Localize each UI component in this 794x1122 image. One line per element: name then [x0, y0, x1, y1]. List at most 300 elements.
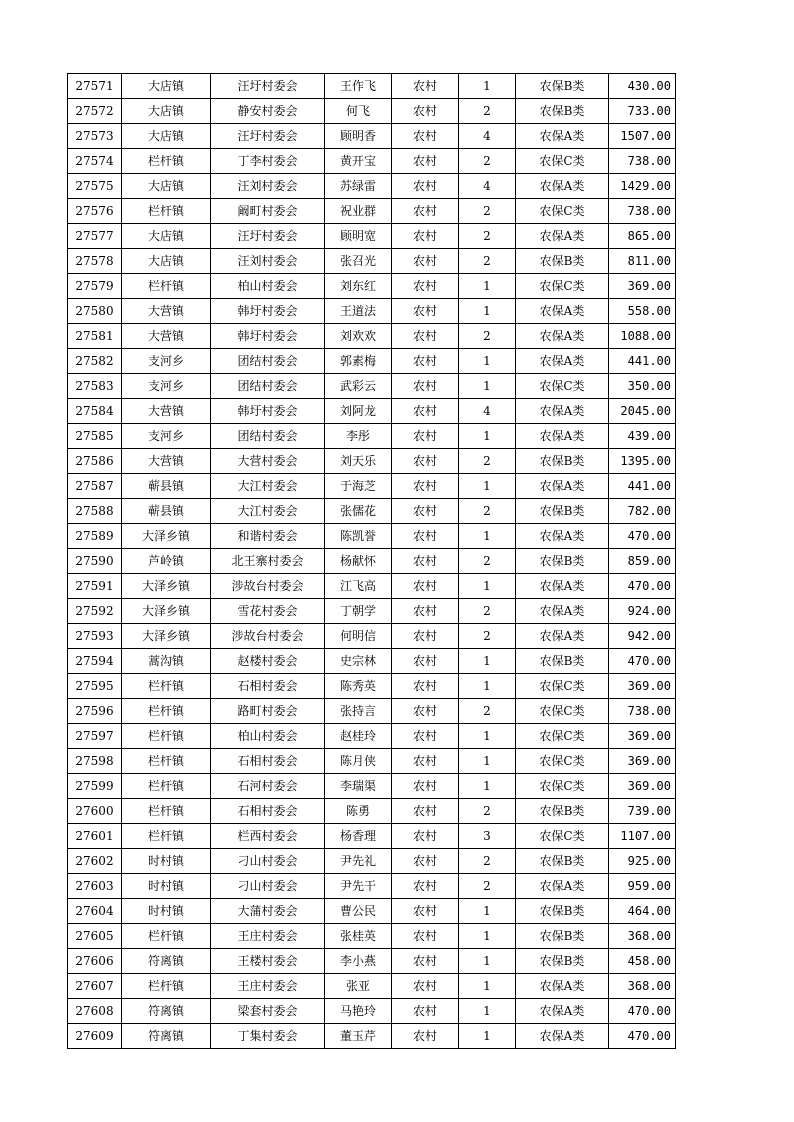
cell-amount: 369.00	[609, 724, 676, 749]
table-row	[68, 699, 676, 724]
cell-record-id: 27593	[68, 624, 122, 649]
table-row	[68, 499, 676, 524]
cell-insurance-category: 农保A类	[516, 599, 609, 624]
cell-amount: 369.00	[609, 774, 676, 799]
cell-household-count: 2	[459, 624, 516, 649]
cell-town: 时村镇	[122, 899, 211, 924]
cell-record-id: 27580	[68, 299, 122, 324]
cell-person-name: 顾明香	[325, 124, 392, 149]
cell-area-type: 农村	[392, 224, 459, 249]
cell-town: 栏杆镇	[122, 274, 211, 299]
cell-area-type: 农村	[392, 574, 459, 599]
cell-village-committee: 韩圩村委会	[211, 299, 325, 324]
table-row	[68, 724, 676, 749]
cell-person-name: 陈月侠	[325, 749, 392, 774]
cell-insurance-category: 农保A类	[516, 574, 609, 599]
cell-town: 芦岭镇	[122, 549, 211, 574]
cell-insurance-category: 农保B类	[516, 449, 609, 474]
cell-village-committee: 雪花村委会	[211, 599, 325, 624]
cell-village-committee: 汪刘村委会	[211, 174, 325, 199]
cell-record-id: 27605	[68, 924, 122, 949]
cell-insurance-category: 农保B类	[516, 549, 609, 574]
cell-person-name: 何明信	[325, 624, 392, 649]
allowance-table	[67, 73, 676, 1049]
table-row	[68, 424, 676, 449]
cell-village-committee: 涉故台村委会	[211, 574, 325, 599]
cell-insurance-category: 农保B类	[516, 849, 609, 874]
cell-record-id: 27588	[68, 499, 122, 524]
cell-village-committee: 团结村委会	[211, 374, 325, 399]
cell-town: 栏杆镇	[122, 199, 211, 224]
cell-household-count: 2	[459, 449, 516, 474]
cell-person-name: 刘东红	[325, 274, 392, 299]
cell-area-type: 农村	[392, 299, 459, 324]
cell-household-count: 1	[459, 474, 516, 499]
cell-village-committee: 汪刘村委会	[211, 249, 325, 274]
cell-amount: 470.00	[609, 574, 676, 599]
table-row	[68, 874, 676, 899]
cell-household-count: 1	[459, 749, 516, 774]
table-row	[68, 324, 676, 349]
cell-amount: 350.00	[609, 374, 676, 399]
cell-person-name: 曹公民	[325, 899, 392, 924]
cell-person-name: 张持言	[325, 699, 392, 724]
cell-area-type: 农村	[392, 349, 459, 374]
cell-household-count: 1	[459, 899, 516, 924]
cell-person-name: 李小燕	[325, 949, 392, 974]
cell-amount: 738.00	[609, 699, 676, 724]
cell-area-type: 农村	[392, 999, 459, 1024]
cell-record-id: 27595	[68, 674, 122, 699]
cell-town: 大营镇	[122, 324, 211, 349]
table-row	[68, 549, 676, 574]
cell-town: 大泽乡镇	[122, 574, 211, 599]
cell-record-id: 27574	[68, 149, 122, 174]
cell-person-name: 陈秀英	[325, 674, 392, 699]
cell-insurance-category: 农保B类	[516, 99, 609, 124]
cell-amount: 439.00	[609, 424, 676, 449]
cell-amount: 1107.00	[609, 824, 676, 849]
cell-household-count: 1	[459, 74, 516, 99]
table-row	[68, 449, 676, 474]
cell-record-id: 27579	[68, 274, 122, 299]
cell-amount: 1088.00	[609, 324, 676, 349]
cell-area-type: 农村	[392, 699, 459, 724]
cell-insurance-category: 农保A类	[516, 224, 609, 249]
cell-record-id: 27608	[68, 999, 122, 1024]
cell-amount: 458.00	[609, 949, 676, 974]
cell-person-name: 丁朝学	[325, 599, 392, 624]
cell-area-type: 农村	[392, 849, 459, 874]
table-row	[68, 599, 676, 624]
table-row	[68, 774, 676, 799]
table-row	[68, 249, 676, 274]
cell-area-type: 农村	[392, 474, 459, 499]
cell-insurance-category: 农保C类	[516, 774, 609, 799]
cell-record-id: 27598	[68, 749, 122, 774]
cell-insurance-category: 农保B类	[516, 799, 609, 824]
cell-person-name: 郭素梅	[325, 349, 392, 374]
cell-village-committee: 石相村委会	[211, 674, 325, 699]
cell-person-name: 杨香理	[325, 824, 392, 849]
cell-insurance-category: 农保A类	[516, 974, 609, 999]
cell-town: 栏杆镇	[122, 774, 211, 799]
cell-insurance-category: 农保A类	[516, 324, 609, 349]
cell-amount: 1395.00	[609, 449, 676, 474]
cell-amount: 369.00	[609, 674, 676, 699]
cell-amount: 470.00	[609, 1024, 676, 1049]
cell-insurance-category: 农保B类	[516, 949, 609, 974]
cell-amount: 959.00	[609, 874, 676, 899]
cell-insurance-category: 农保A类	[516, 874, 609, 899]
cell-insurance-category: 农保B类	[516, 499, 609, 524]
cell-area-type: 农村	[392, 774, 459, 799]
table-row	[68, 899, 676, 924]
cell-village-committee: 石相村委会	[211, 799, 325, 824]
cell-town: 大店镇	[122, 174, 211, 199]
cell-insurance-category: 农保A类	[516, 1024, 609, 1049]
cell-person-name: 刘天乐	[325, 449, 392, 474]
cell-record-id: 27585	[68, 424, 122, 449]
cell-town: 大泽乡镇	[122, 599, 211, 624]
cell-amount: 1429.00	[609, 174, 676, 199]
cell-amount: 430.00	[609, 74, 676, 99]
cell-person-name: 杨献怀	[325, 549, 392, 574]
cell-amount: 925.00	[609, 849, 676, 874]
table-row	[68, 974, 676, 999]
cell-household-count: 1	[459, 274, 516, 299]
table-row	[68, 199, 676, 224]
cell-insurance-category: 农保C类	[516, 674, 609, 699]
cell-village-committee: 韩圩村委会	[211, 399, 325, 424]
cell-record-id: 27599	[68, 774, 122, 799]
cell-insurance-category: 农保A类	[516, 424, 609, 449]
cell-record-id: 27597	[68, 724, 122, 749]
cell-amount: 811.00	[609, 249, 676, 274]
cell-town: 大泽乡镇	[122, 624, 211, 649]
cell-amount: 2045.00	[609, 399, 676, 424]
table-row	[68, 174, 676, 199]
cell-village-committee: 汪圩村委会	[211, 224, 325, 249]
table-row	[68, 349, 676, 374]
cell-insurance-category: 农保B类	[516, 924, 609, 949]
table-row	[68, 649, 676, 674]
cell-person-name: 刘阿龙	[325, 399, 392, 424]
table-row	[68, 824, 676, 849]
cell-household-count: 1	[459, 524, 516, 549]
cell-town: 蕲县镇	[122, 499, 211, 524]
table-row	[68, 574, 676, 599]
cell-area-type: 农村	[392, 899, 459, 924]
cell-record-id: 27594	[68, 649, 122, 674]
cell-household-count: 1	[459, 299, 516, 324]
cell-area-type: 农村	[392, 199, 459, 224]
cell-area-type: 农村	[392, 399, 459, 424]
cell-area-type: 农村	[392, 674, 459, 699]
cell-record-id: 27584	[68, 399, 122, 424]
cell-household-count: 1	[459, 924, 516, 949]
cell-person-name: 陈勇	[325, 799, 392, 824]
table-row	[68, 949, 676, 974]
cell-town: 大泽乡镇	[122, 524, 211, 549]
cell-area-type: 农村	[392, 499, 459, 524]
cell-town: 大营镇	[122, 399, 211, 424]
cell-village-committee: 大蒲村委会	[211, 899, 325, 924]
cell-insurance-category: 农保B类	[516, 649, 609, 674]
cell-record-id: 27602	[68, 849, 122, 874]
cell-amount: 441.00	[609, 474, 676, 499]
cell-village-committee: 和谐村委会	[211, 524, 325, 549]
cell-village-committee: 丁李村委会	[211, 149, 325, 174]
table-row	[68, 999, 676, 1024]
cell-household-count: 1	[459, 674, 516, 699]
cell-record-id: 27578	[68, 249, 122, 274]
cell-amount: 464.00	[609, 899, 676, 924]
cell-person-name: 马艳玲	[325, 999, 392, 1024]
table-row	[68, 74, 676, 99]
cell-village-committee: 石相村委会	[211, 749, 325, 774]
cell-town: 蕲县镇	[122, 474, 211, 499]
cell-person-name: 董玉芹	[325, 1024, 392, 1049]
cell-amount: 441.00	[609, 349, 676, 374]
cell-amount: 368.00	[609, 924, 676, 949]
cell-insurance-category: 农保C类	[516, 724, 609, 749]
cell-town: 栏杆镇	[122, 724, 211, 749]
cell-area-type: 农村	[392, 424, 459, 449]
cell-village-committee: 汪圩村委会	[211, 74, 325, 99]
cell-person-name: 李彤	[325, 424, 392, 449]
cell-household-count: 2	[459, 599, 516, 624]
cell-record-id: 27575	[68, 174, 122, 199]
cell-amount: 859.00	[609, 549, 676, 574]
cell-record-id: 27596	[68, 699, 122, 724]
cell-household-count: 1	[459, 724, 516, 749]
cell-area-type: 农村	[392, 524, 459, 549]
cell-person-name: 李瑞渠	[325, 774, 392, 799]
cell-village-committee: 石河村委会	[211, 774, 325, 799]
cell-village-committee: 丁集村委会	[211, 1024, 325, 1049]
cell-amount: 924.00	[609, 599, 676, 624]
cell-village-committee: 栏西村委会	[211, 824, 325, 849]
cell-town: 支河乡	[122, 374, 211, 399]
table-row	[68, 99, 676, 124]
cell-town: 符离镇	[122, 999, 211, 1024]
cell-person-name: 张儒花	[325, 499, 392, 524]
cell-record-id: 27587	[68, 474, 122, 499]
cell-town: 大营镇	[122, 299, 211, 324]
cell-household-count: 2	[459, 849, 516, 874]
cell-household-count: 1	[459, 649, 516, 674]
cell-amount: 369.00	[609, 749, 676, 774]
cell-record-id: 27581	[68, 324, 122, 349]
cell-person-name: 顾明宽	[325, 224, 392, 249]
cell-record-id: 27583	[68, 374, 122, 399]
cell-area-type: 农村	[392, 649, 459, 674]
cell-insurance-category: 农保A类	[516, 474, 609, 499]
cell-record-id: 27609	[68, 1024, 122, 1049]
cell-village-committee: 王楼村委会	[211, 949, 325, 974]
cell-person-name: 王道法	[325, 299, 392, 324]
cell-village-committee: 王庄村委会	[211, 974, 325, 999]
cell-area-type: 农村	[392, 274, 459, 299]
cell-insurance-category: 农保B类	[516, 899, 609, 924]
cell-person-name: 何飞	[325, 99, 392, 124]
cell-town: 时村镇	[122, 874, 211, 899]
cell-record-id: 27607	[68, 974, 122, 999]
cell-area-type: 农村	[392, 974, 459, 999]
cell-area-type: 农村	[392, 99, 459, 124]
cell-area-type: 农村	[392, 149, 459, 174]
cell-record-id: 27573	[68, 124, 122, 149]
cell-household-count: 4	[459, 124, 516, 149]
cell-person-name: 张桂英	[325, 924, 392, 949]
cell-household-count: 1	[459, 374, 516, 399]
cell-record-id: 27576	[68, 199, 122, 224]
cell-insurance-category: 农保B类	[516, 249, 609, 274]
cell-person-name: 张亚	[325, 974, 392, 999]
cell-town: 大店镇	[122, 99, 211, 124]
cell-insurance-category: 农保A类	[516, 399, 609, 424]
cell-village-committee: 静安村委会	[211, 99, 325, 124]
cell-record-id: 27590	[68, 549, 122, 574]
cell-household-count: 1	[459, 999, 516, 1024]
cell-area-type: 农村	[392, 949, 459, 974]
cell-insurance-category: 农保C类	[516, 149, 609, 174]
cell-town: 栏杆镇	[122, 674, 211, 699]
table-row	[68, 474, 676, 499]
cell-record-id: 27586	[68, 449, 122, 474]
cell-town: 栏杆镇	[122, 824, 211, 849]
cell-record-id: 27572	[68, 99, 122, 124]
cell-village-committee: 涉故台村委会	[211, 624, 325, 649]
cell-insurance-category: 农保C类	[516, 749, 609, 774]
cell-area-type: 农村	[392, 874, 459, 899]
cell-person-name: 王作飞	[325, 74, 392, 99]
cell-insurance-category: 农保A类	[516, 999, 609, 1024]
cell-village-committee: 柏山村委会	[211, 724, 325, 749]
cell-amount: 470.00	[609, 999, 676, 1024]
cell-insurance-category: 农保C类	[516, 274, 609, 299]
cell-record-id: 27601	[68, 824, 122, 849]
cell-person-name: 祝业群	[325, 199, 392, 224]
table-row	[68, 1024, 676, 1049]
cell-town: 大店镇	[122, 124, 211, 149]
cell-town: 符离镇	[122, 1024, 211, 1049]
cell-town: 大店镇	[122, 224, 211, 249]
cell-household-count: 2	[459, 149, 516, 174]
cell-insurance-category: 农保A类	[516, 299, 609, 324]
cell-amount: 470.00	[609, 524, 676, 549]
table-body	[68, 74, 676, 1049]
cell-area-type: 农村	[392, 1024, 459, 1049]
cell-area-type: 农村	[392, 374, 459, 399]
table-row	[68, 274, 676, 299]
cell-person-name: 陈凯誉	[325, 524, 392, 549]
table-row	[68, 849, 676, 874]
cell-town: 栏杆镇	[122, 149, 211, 174]
table-row	[68, 924, 676, 949]
cell-village-committee: 北王寨村委会	[211, 549, 325, 574]
cell-amount: 558.00	[609, 299, 676, 324]
cell-amount: 739.00	[609, 799, 676, 824]
cell-village-committee: 团结村委会	[211, 424, 325, 449]
table-row	[68, 299, 676, 324]
cell-town: 栏杆镇	[122, 924, 211, 949]
cell-area-type: 农村	[392, 549, 459, 574]
cell-village-committee: 韩圩村委会	[211, 324, 325, 349]
cell-person-name: 武彩云	[325, 374, 392, 399]
cell-person-name: 张召光	[325, 249, 392, 274]
cell-household-count: 1	[459, 949, 516, 974]
cell-person-name: 苏绿雷	[325, 174, 392, 199]
cell-village-committee: 赵楼村委会	[211, 649, 325, 674]
cell-household-count: 1	[459, 974, 516, 999]
cell-insurance-category: 农保A类	[516, 124, 609, 149]
cell-person-name: 尹先礼	[325, 849, 392, 874]
cell-person-name: 黄开宝	[325, 149, 392, 174]
cell-record-id: 27591	[68, 574, 122, 599]
cell-household-count: 2	[459, 224, 516, 249]
cell-village-committee: 刁山村委会	[211, 874, 325, 899]
table-row	[68, 524, 676, 549]
cell-record-id: 27603	[68, 874, 122, 899]
cell-insurance-category: 农保A类	[516, 624, 609, 649]
cell-record-id: 27571	[68, 74, 122, 99]
cell-amount: 942.00	[609, 624, 676, 649]
cell-area-type: 农村	[392, 174, 459, 199]
cell-person-name: 于海芝	[325, 474, 392, 499]
cell-area-type: 农村	[392, 724, 459, 749]
cell-household-count: 1	[459, 1024, 516, 1049]
cell-person-name: 江飞高	[325, 574, 392, 599]
cell-household-count: 2	[459, 549, 516, 574]
cell-village-committee: 大营村委会	[211, 449, 325, 474]
cell-area-type: 农村	[392, 74, 459, 99]
cell-insurance-category: 农保C类	[516, 374, 609, 399]
cell-insurance-category: 农保A类	[516, 524, 609, 549]
table-row	[68, 149, 676, 174]
cell-village-committee: 路町村委会	[211, 699, 325, 724]
cell-household-count: 2	[459, 799, 516, 824]
cell-person-name: 尹先干	[325, 874, 392, 899]
cell-household-count: 1	[459, 774, 516, 799]
cell-town: 栏杆镇	[122, 974, 211, 999]
cell-insurance-category: 农保C类	[516, 824, 609, 849]
cell-household-count: 2	[459, 324, 516, 349]
cell-town: 大店镇	[122, 249, 211, 274]
cell-insurance-category: 农保A类	[516, 174, 609, 199]
cell-area-type: 农村	[392, 449, 459, 474]
table-row	[68, 799, 676, 824]
cell-person-name: 刘欢欢	[325, 324, 392, 349]
cell-town: 栏杆镇	[122, 699, 211, 724]
cell-amount: 865.00	[609, 224, 676, 249]
table-row	[68, 674, 676, 699]
cell-household-count: 4	[459, 174, 516, 199]
cell-person-name: 赵桂玲	[325, 724, 392, 749]
cell-village-committee: 梁套村委会	[211, 999, 325, 1024]
cell-town: 时村镇	[122, 849, 211, 874]
cell-area-type: 农村	[392, 749, 459, 774]
cell-town: 栏杆镇	[122, 799, 211, 824]
cell-amount: 738.00	[609, 199, 676, 224]
cell-village-committee: 阚町村委会	[211, 199, 325, 224]
cell-amount: 470.00	[609, 649, 676, 674]
cell-area-type: 农村	[392, 799, 459, 824]
cell-village-committee: 王庄村委会	[211, 924, 325, 949]
cell-record-id: 27600	[68, 799, 122, 824]
cell-amount: 1507.00	[609, 124, 676, 149]
